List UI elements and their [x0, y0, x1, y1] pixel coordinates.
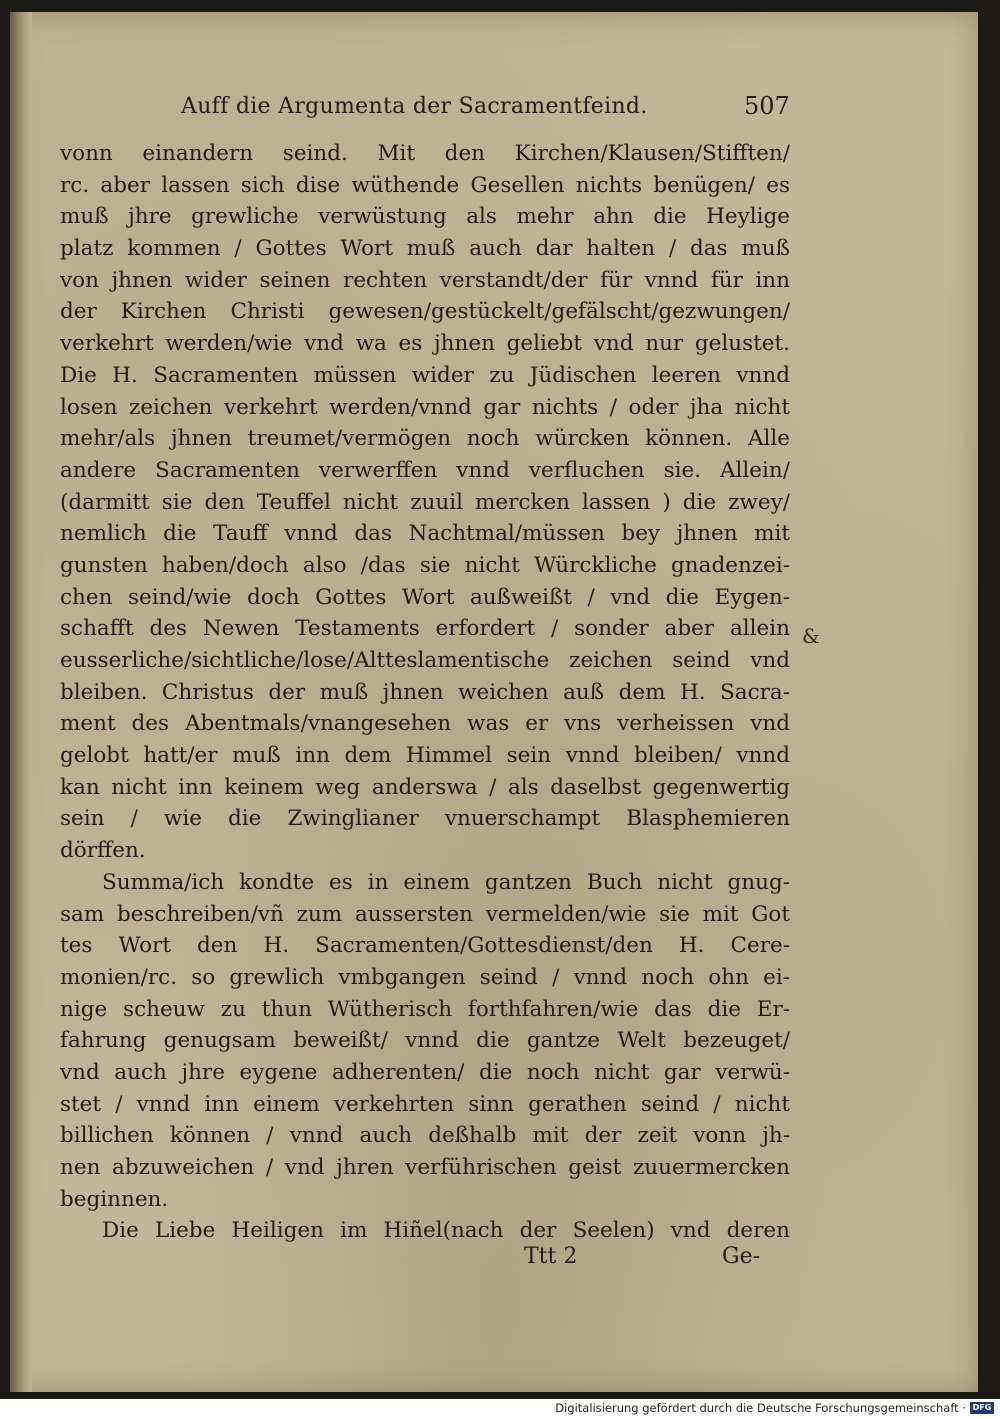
text-line: gunsten haben/doch also /das sie nicht Würckliche gnadenzei-	[60, 552, 790, 578]
margin-annotation: &	[802, 624, 820, 648]
text-line: eusserliche/sichtliche/lose/Altteslamentische zeichen seind vnd	[60, 648, 790, 673]
text-line: Summa/ich kondte es in einem gantzen Buch nicht gnug-	[102, 869, 790, 895]
text-line: Die H. Sacramenten müssen wider zu Jüdischen leeren vnnd	[60, 362, 790, 388]
text-line: der Kirchen Christi gewesen/gestückelt/gefälscht/gezwungen/	[60, 299, 790, 325]
text-line: mehr/als jhnen treumet/vermögen noch würcken können. Alle	[60, 426, 790, 452]
text-line: fahrung genugsam beweißt/ vnnd die gantze Welt bezeuget/	[60, 1028, 790, 1054]
text-line: gelobt hatt/er muß inn dem Himmel sein vnnd bleiben/ vnnd	[60, 743, 790, 769]
text-line: ment des Abentmals/vnangesehen was er vns verheissen vnd	[60, 711, 790, 737]
text-line: nige scheuw zu thun Wütherisch forthfahren/wie das die Er-	[60, 996, 790, 1022]
text-line: sam beschreiben/vñ zum aussersten vermelden/wie sie mit Got	[60, 901, 790, 927]
text-line: verkehrt werden/wie vnd wa es jhnen geliebt vnd nur gelustet.	[60, 331, 790, 357]
text-line: losen zeichen verkehrt werden/vnnd gar nichts / oder jha nicht	[60, 394, 790, 420]
page-gutter	[10, 12, 32, 1392]
dfg-logo: DFG	[970, 1402, 994, 1414]
page-number: 507	[744, 92, 790, 120]
text-line: monien/rc. so grewlich vmbgangen seind / vnnd noch ohn ei-	[60, 964, 790, 990]
text-line: nemlich die Tauff vnnd das Nachtmal/müssen bey jhnen mit	[60, 521, 790, 547]
text-line: sein / wie die Zwinglianer vnuerschampt Blasphemieren	[60, 806, 790, 832]
text-line: bleiben. Christus der muß jhnen weichen auß dem H. Sacra-	[60, 679, 790, 705]
text-line: vnd auch jhre eygene adherenten/ die noch nicht gar verwü-	[60, 1059, 790, 1085]
text-line: beginnen.	[60, 1186, 169, 1212]
text-line: (darmitt sie den Teuffel nicht zuuil mercken lassen ) die zwey/	[60, 489, 790, 515]
text-line: schafft des Newen Testaments erfordert / sonder aber allein	[60, 616, 790, 642]
text-line: billichen können / vnnd auch deßhalb mit der zeit vonn jh-	[60, 1123, 790, 1149]
text-line: tes Wort den H. Sacramenten/Gottesdienst/den H. Cere-	[60, 933, 790, 959]
text-line: stet / vnnd inn einem verkehrten sinn gerathen seind / nicht	[60, 1091, 790, 1117]
text-line: chen seind/wie doch Gottes Wort außweißt / vnd die Eygen-	[60, 584, 790, 610]
text-line: dörffen.	[60, 838, 146, 864]
running-head: Auff die Argumenta der Sacramentfeind.	[181, 94, 648, 119]
text-line: rc. aber lassen sich dise wüthende Gesellen nichts benügen/ es	[60, 172, 790, 198]
text-line: andere Sacramenten verwerffen vnnd verfluchen sie. Allein/	[60, 457, 790, 483]
body-text	[60, 138, 790, 1247]
text-line: nen abzuweichen / vnd jhren verführischen geist zuuermercken	[60, 1155, 790, 1180]
footer-bar	[0, 1399, 1000, 1419]
text-line: vonn einandern seind. Mit den Kirchen/Klausen/Stifften/	[60, 141, 790, 166]
catchline	[46, 1244, 791, 1280]
text-line: platz kommen / Gottes Wort muß auch dar halten / das muß	[60, 236, 790, 262]
text-line: von jhnen wider seinen rechten verstandt/der für vnnd für inn	[60, 267, 790, 293]
text-line: kan nicht inn keinem weg anderswa / als daselbst gegenwertig	[60, 774, 790, 800]
catchword: Ge-	[722, 1244, 761, 1269]
signature-mark: Ttt 2	[524, 1244, 578, 1269]
text-line: Die Liebe Heiligen im Hiñel(nach der Seelen) vnd deren	[102, 1218, 790, 1244]
book-page	[10, 12, 978, 1392]
text-line: muß jhre grewliche verwüstung als mehr ahn die Heylige	[60, 204, 790, 230]
funding-credit: Digitalisierung gefördert durch die Deutsche Forschungsgemeinschaft ·	[555, 1401, 966, 1415]
